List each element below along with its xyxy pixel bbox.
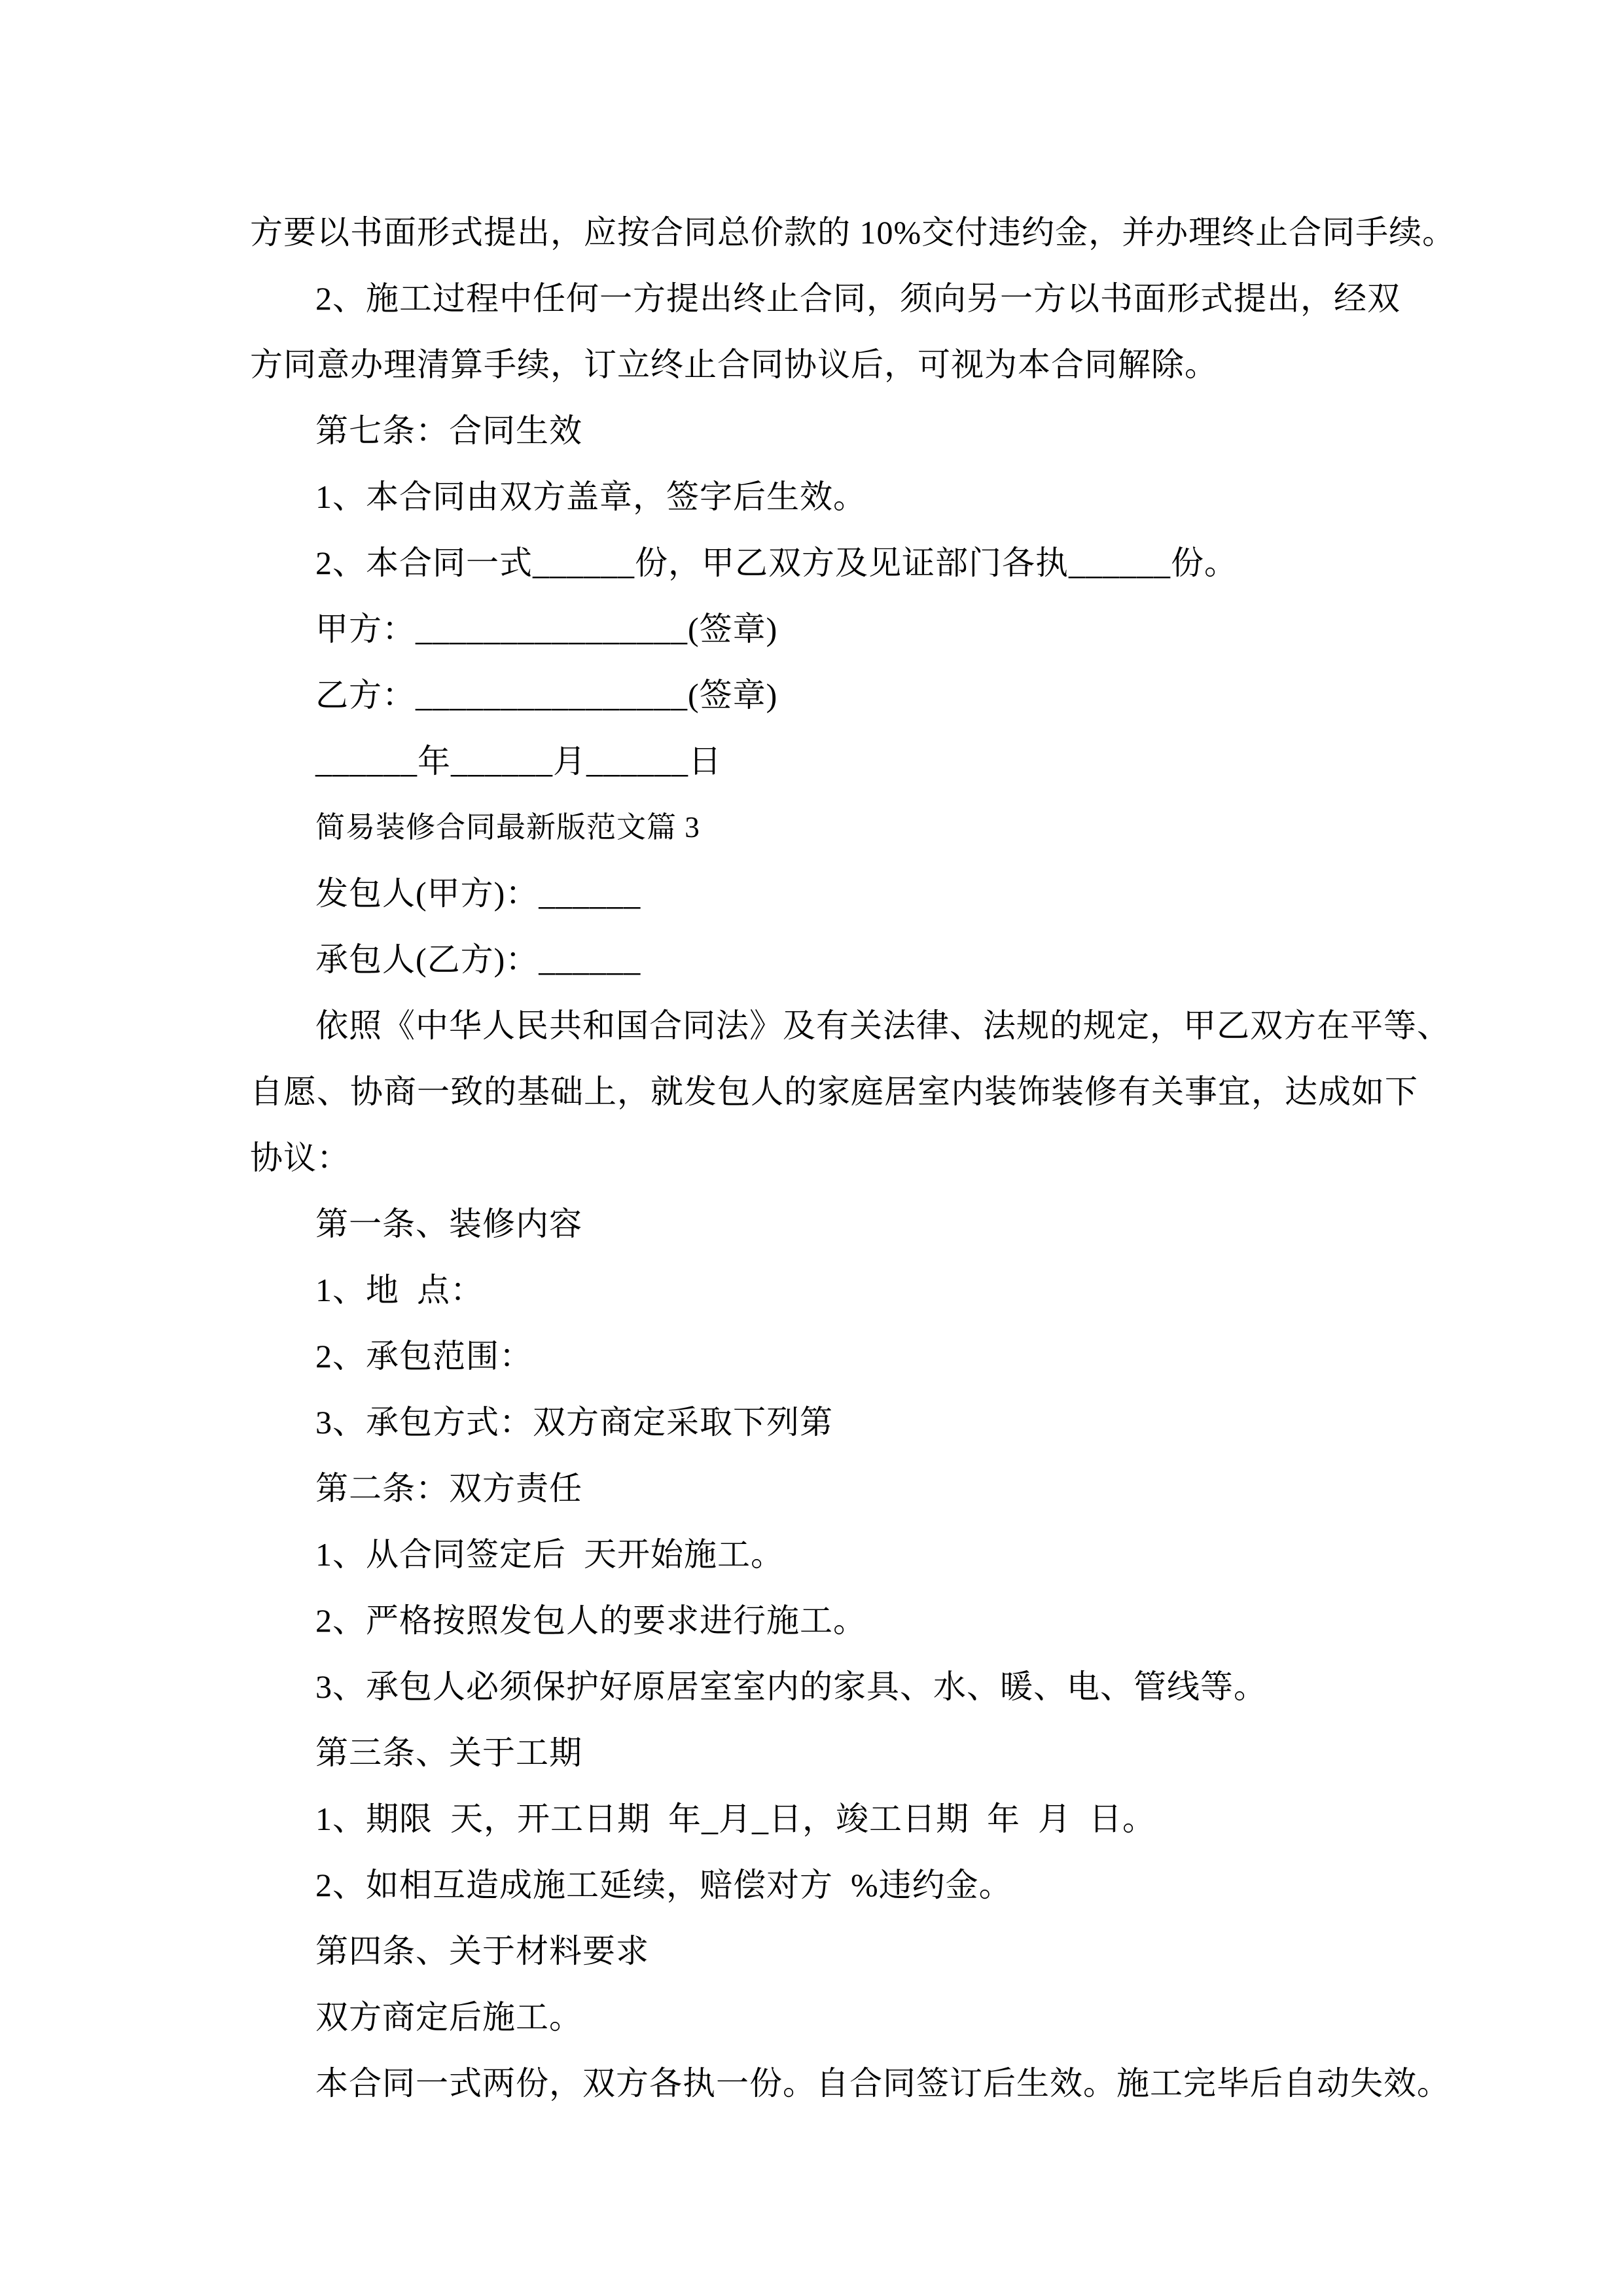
paragraph-line: 2、施工过程中任何一方提出终止合同，须向另一方以书面形式提出，经双	[315, 280, 1400, 317]
date-line: ______年______月______日	[315, 743, 722, 780]
paragraph-line: 1、期限 天，开工日期 年_月_日，竣工日期 年 月 日。	[315, 1801, 1156, 1837]
paragraph-continuation: 自愿、协商一致的基础上，就发包人的家庭居室内装饰装修有关事宜，达成如下	[250, 1073, 1418, 1110]
paragraph-line: 2、严格按照发包人的要求进行施工。	[315, 1602, 866, 1639]
clause-heading-3: 第三条、关于工期	[315, 1734, 582, 1771]
paragraph-line: 1、从合同签定后 天开始施工。	[315, 1536, 784, 1573]
clause-heading-7: 第七条：合同生效	[315, 412, 582, 449]
signature-line-party-a: 甲方：________________(签章)	[315, 611, 778, 647]
paragraph-line: 依照《中华人民共和国合同法》及有关法律、法规的规定，甲乙双方在平等、	[315, 1007, 1450, 1044]
contractor-line: 承包人(乙方)：______	[315, 941, 641, 978]
paragraph-line: 2、如相互造成施工延续，赔偿对方 %违约金。	[315, 1867, 1012, 1903]
closing-line: 本合同一式两份，双方各执一份。自合同签订后生效。施工完毕后自动失效。	[315, 2065, 1450, 2102]
employer-line: 发包人(甲方)：______	[315, 875, 641, 912]
paragraph-line: 1、本合同由双方盖章，签字后生效。	[315, 478, 866, 515]
article-title: 简易装修合同最新版范文篇 3	[315, 811, 700, 844]
paragraph-line: 双方商定后施工。	[315, 1999, 582, 2036]
paragraph-line: 1、地 点：	[315, 1272, 484, 1308]
paragraph-line: 3、承包人必须保护好原居室室内的家具、水、暖、电、管线等。	[315, 1668, 1267, 1705]
clause-heading-4: 第四条、关于材料要求	[315, 1933, 649, 1969]
clause-heading-2: 第二条：双方责任	[315, 1470, 582, 1507]
clause-heading-1: 第一条、装修内容	[315, 1206, 582, 1242]
paragraph-continuation: 方要以书面形式提出，应按合同总价款的 10%交付违约金，并办理终止合同手续。	[250, 214, 1456, 251]
paragraph-continuation: 协议：	[250, 1139, 350, 1176]
signature-line-party-b: 乙方：________________(签章)	[315, 677, 778, 713]
paragraph-continuation: 方同意办理清算手续，订立终止合同协议后，可视为本合同解除。	[250, 346, 1218, 383]
paragraph-line: 2、承包范围：	[315, 1338, 533, 1374]
paragraph-line: 2、本合同一式______份，甲乙双方及见证部门各执______份。	[315, 545, 1238, 581]
paragraph-line: 3、承包方式：双方商定采取下列第	[315, 1404, 833, 1441]
